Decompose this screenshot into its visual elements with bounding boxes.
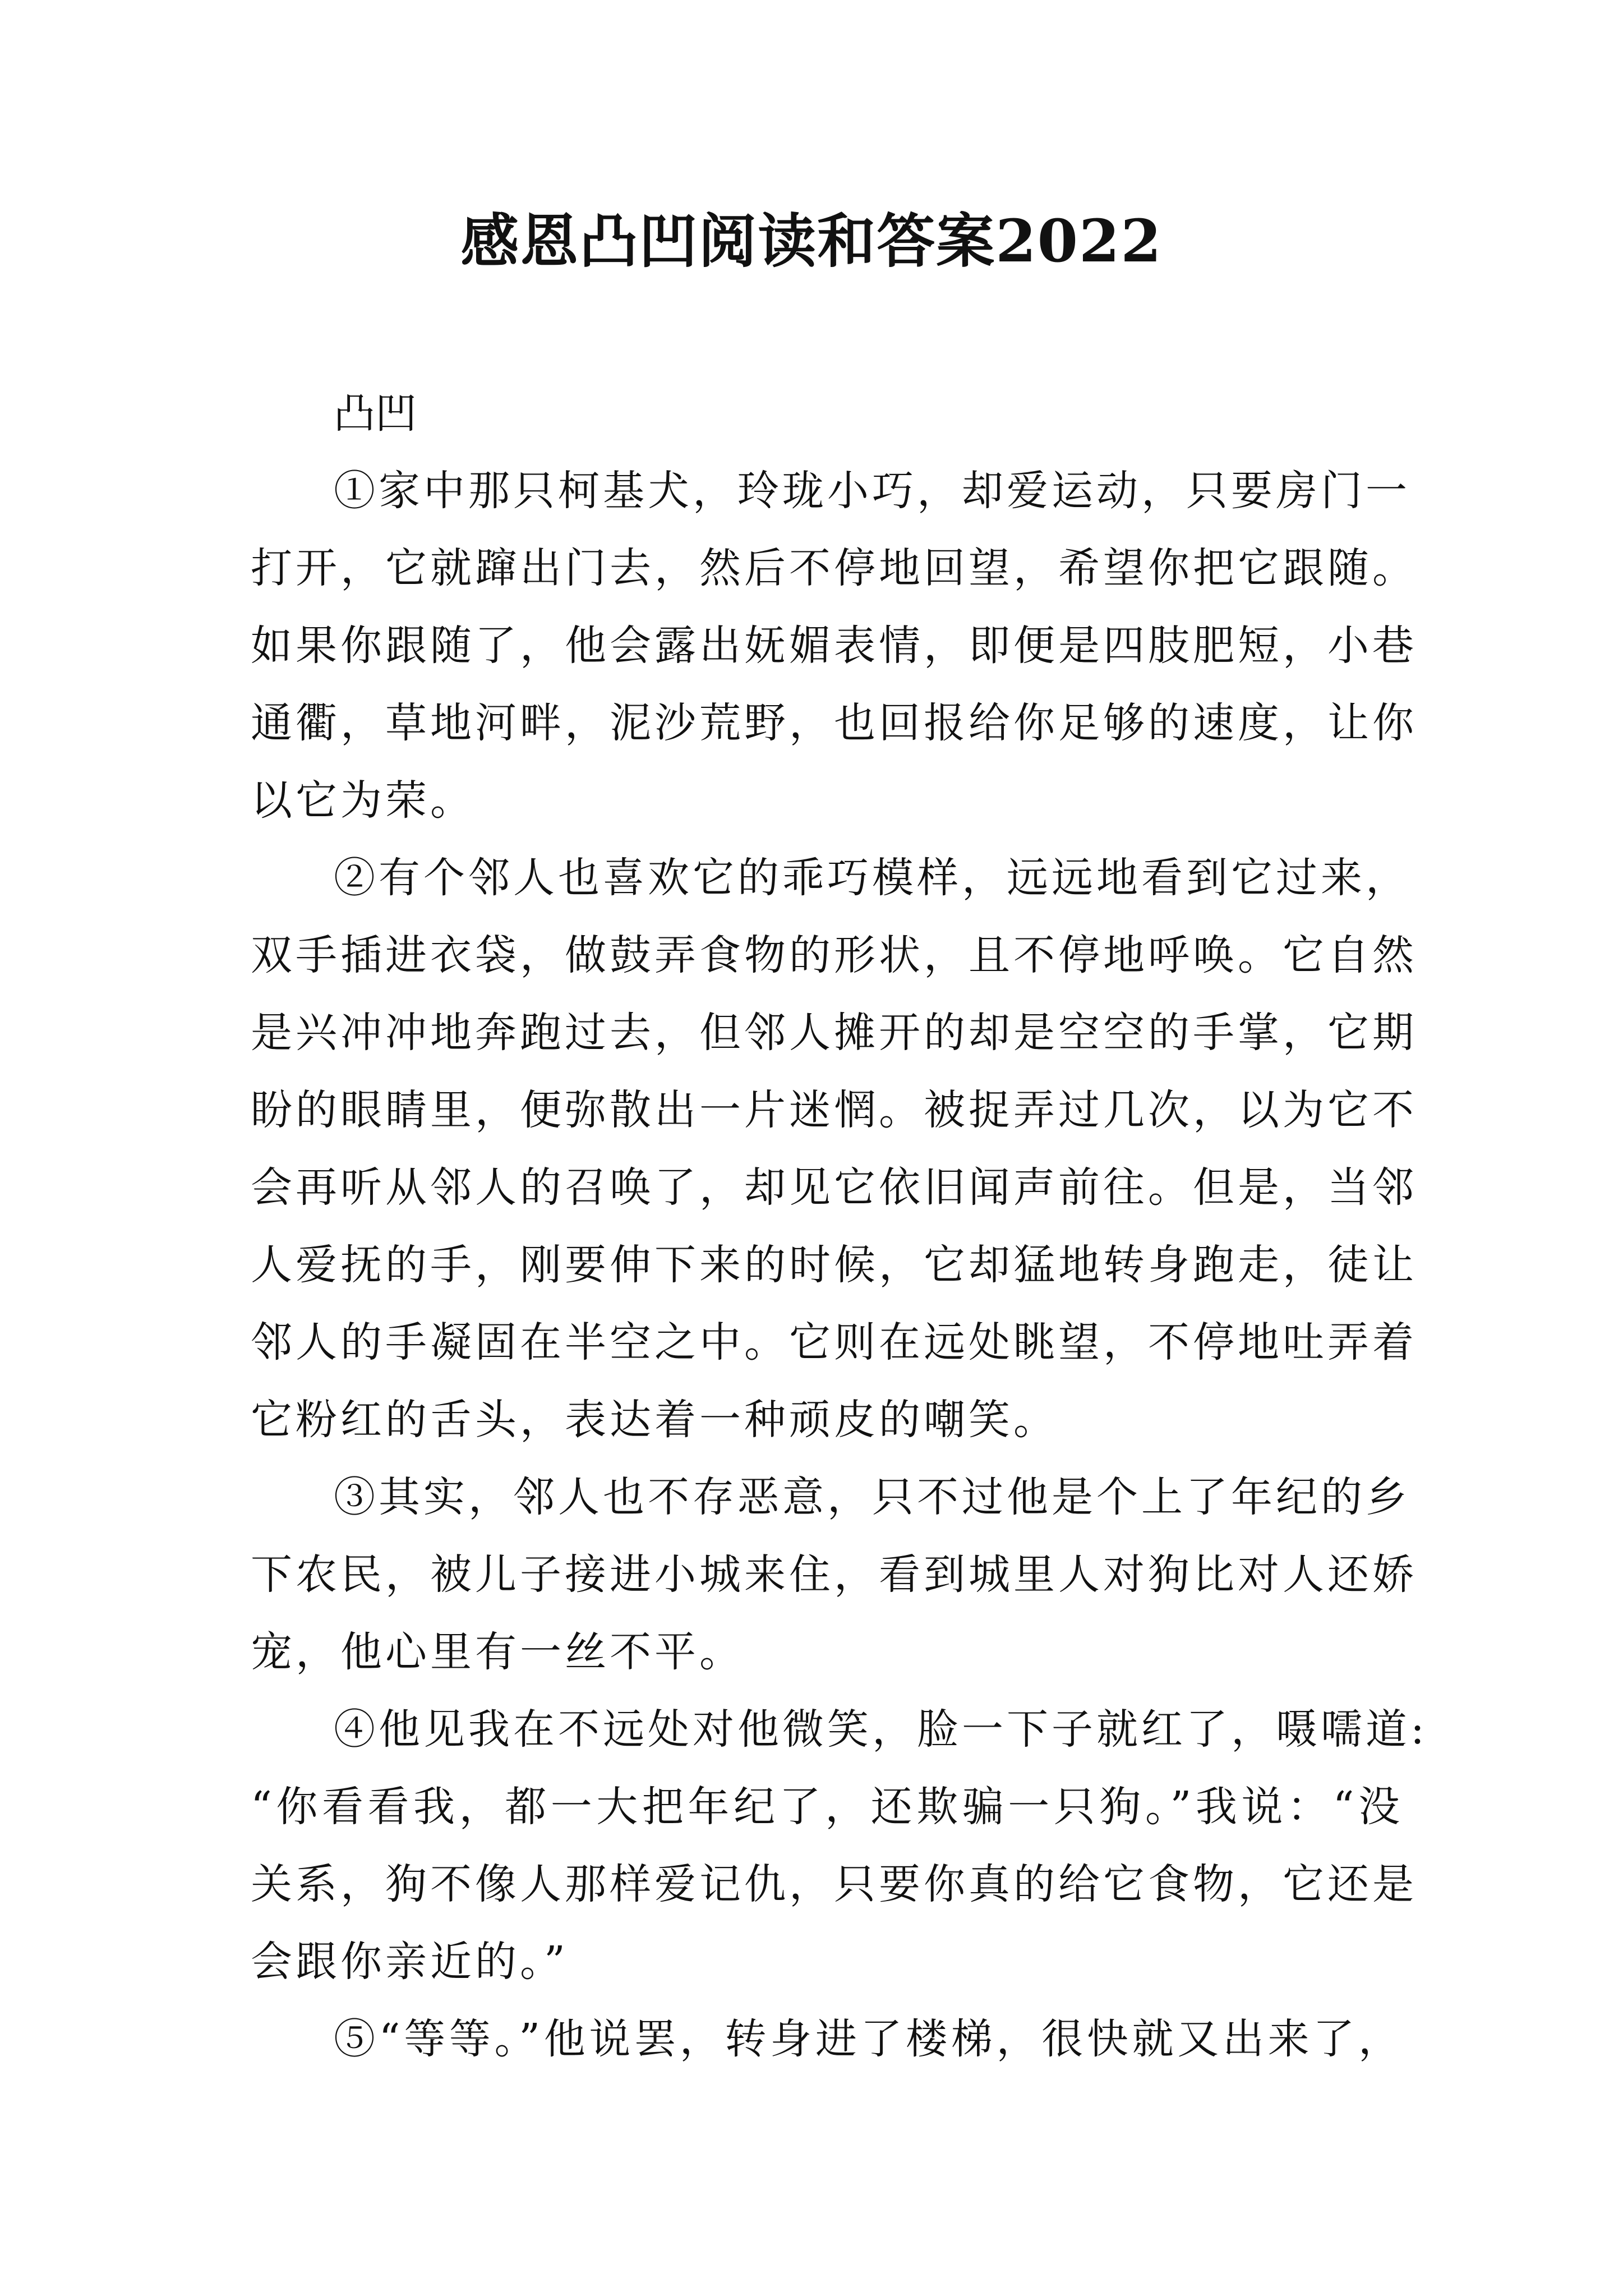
text-line: 通衢，草地河畔，泥沙荒野，也回报给你足够的速度，让你 <box>251 699 1417 747</box>
paragraph-4 <box>251 1691 1428 2000</box>
text-line: 它粉红的舌头，表达着一种顽皮的嘲笑。 <box>251 1396 1058 1444</box>
text-line: 关系，狗不像人那样爱记仇，只要你真的给它食物，它还是 <box>251 1860 1417 1908</box>
page-title: 感恩凸凹阅读和答案2022 <box>460 206 1163 275</box>
text-line: 双手插进衣袋，做鼓弄食物的形状，且不停地呼唤。它自然 <box>251 931 1417 979</box>
text-line: ②有个邻人也喜欢它的乖巧模样，远远地看到它过来， <box>334 854 1410 902</box>
article-body <box>251 375 1428 2078</box>
text-line: 以它为荣。 <box>251 776 475 825</box>
text-line: 是兴冲冲地奔跑过去，但邻人摊开的却是空空的手掌，它期 <box>251 1009 1417 1057</box>
text-line: 宠，他心里有一丝不平。 <box>251 1628 744 1676</box>
paragraph-3 <box>251 1458 1417 1691</box>
text-line: 人爱抚的手，刚要伸下来的时候，它却猛地转身跑走，徒让 <box>251 1241 1417 1289</box>
text-line: 下农民，被儿子接进小城来住，看到城里人对狗比对人还娇 <box>251 1550 1417 1599</box>
paragraph-1 <box>251 452 1417 839</box>
text-line: ①家中那只柯基犬，玲珑小巧，却爱运动，只要房门一 <box>334 467 1410 515</box>
text-line: ⑤“等等。”他说罢，转身进了楼梯，很快就又出来了， <box>334 2015 1403 2063</box>
text-line: 盼的眼睛里，便弥散出一片迷惘。被捉弄过几次，以为它不 <box>251 1086 1417 1134</box>
text-line: 如果你跟随了，他会露出妩媚表情，即便是四肢肥短，小巷 <box>251 622 1417 670</box>
text-line: ④他见我在不远处对他微笑，脸一下子就红了，嗫嚅道: <box>334 1705 1428 1754</box>
text-line: 邻人的手凝固在半空之中。它则在远处眺望，不停地吐弄着 <box>251 1318 1417 1366</box>
text-line: 打开，它就蹿出门去，然后不停地回望，希望你把它跟随。 <box>251 544 1417 592</box>
text-line: “你看看我，都一大把年纪了，还欺骗一只狗。”我说：“没 <box>251 1783 1403 1831</box>
text-line: 会再听从邻人的召唤了，却见它依旧闻声前往。但是，当邻 <box>251 1163 1417 1212</box>
section-heading: 凸凹 <box>334 389 417 438</box>
text-line: ③其实，邻人也不存恶意，只不过他是个上了年纪的乡 <box>334 1473 1410 1521</box>
paragraph-5 <box>251 2000 1403 2078</box>
paragraph-2 <box>251 839 1417 1458</box>
text-line: 会跟你亲近的。” <box>251 1938 569 1986</box>
